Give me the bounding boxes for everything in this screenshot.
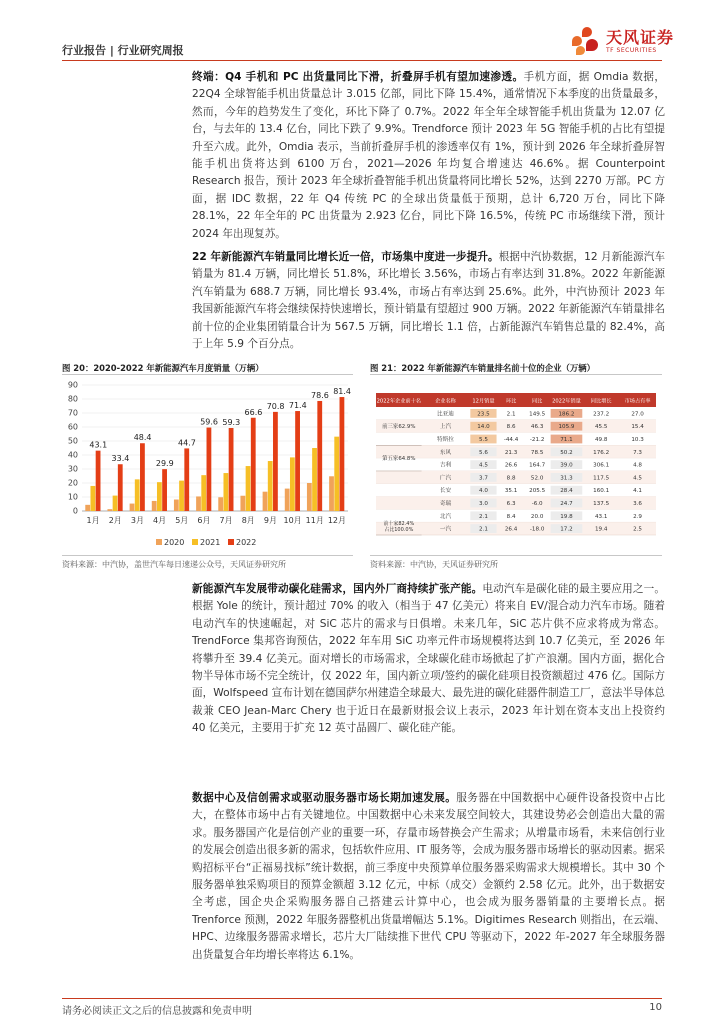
y-tick-label: 90 bbox=[67, 380, 78, 390]
table-cell: 160.1 bbox=[593, 488, 610, 495]
paragraph-lead: 终端：Q4 手机和 PC 出货量同比下滑，折叠屏手机有望加速渗透。 bbox=[192, 71, 524, 83]
bar-2021 bbox=[179, 481, 184, 511]
bar-2021 bbox=[201, 475, 206, 511]
legend-label: 2021 bbox=[200, 538, 221, 547]
bar-2022 bbox=[340, 397, 345, 511]
table-cell: 3.7 bbox=[478, 475, 488, 482]
paragraph-body: 电动汽车是碳化硅的最主要应用之一。根据 Yole 的统计，预计超过 70% 的收入（相当于 47 亿美元）将来自 EV/混合动力汽车市场。随着电动汽车的快速崛起，对 SiC 芯片的需求与日俱增。未来几年，SiC 芯片供不应求将成为常态。TrendForce 集邦咨询预估，2022 年车用 SiC 功率元件市场规模将达到 10.7 亿美元，至 2026 年将攀升至 39.4 亿美元。面对增长的市场需求，全球碳化硅市场掀起了扩产浪潮。国内方面，据化合物半导体市场不完全统计，仅 2022 年，国内新立项/签约的碳化硅项目投资额超过 476 亿。国际方面，Wolfspeed 宣布计划在德国萨尔州建造全球最大、最先进的碳化硅器件制造工厂，意法半导体总裁兼 CEO Jean-Marc Chery 也于近日在最新财报会议上表示，2023 年计划在资本支出上投资约 40 亿美元，主要用于扩充 12 英寸晶圆厂、碳化硅产能。 bbox=[192, 583, 666, 735]
bar-2020 bbox=[240, 496, 245, 511]
y-tick-label: 40 bbox=[67, 450, 78, 460]
table-cell: 23.5 bbox=[477, 411, 490, 418]
bar-2021 bbox=[246, 466, 251, 511]
chart-title: 图 20：2020-2022 年新能源汽车月度销量（万辆） bbox=[62, 363, 264, 373]
table-group-label: 第五家64.8% bbox=[382, 456, 416, 463]
table-cell: 15.4 bbox=[631, 424, 644, 431]
table-title: 图 21：2022 年新能源汽车销量排名前十位的企业（万辆） bbox=[370, 363, 596, 373]
table-cell: 164.7 bbox=[529, 462, 546, 469]
bar-2021 bbox=[90, 486, 95, 511]
table-header-cell: 2022年企业前十名 bbox=[376, 398, 421, 405]
table-cell: 105.9 bbox=[558, 424, 575, 431]
bar-2021 bbox=[157, 482, 162, 511]
logo-name: 天风证券 bbox=[606, 28, 675, 47]
paragraph-terminals bbox=[192, 69, 665, 243]
table-cell: 东风 bbox=[439, 449, 452, 456]
bar-2021 bbox=[113, 496, 118, 511]
table-cell: 17.2 bbox=[560, 526, 573, 533]
table-cell: 2.9 bbox=[633, 513, 643, 520]
bar-2020 bbox=[307, 483, 312, 511]
legend-swatch-2020 bbox=[156, 539, 162, 545]
table-cell: 186.2 bbox=[558, 411, 575, 418]
table-cell: 19.8 bbox=[560, 513, 573, 520]
table-cell: 306.1 bbox=[593, 462, 610, 469]
bar-2022 bbox=[184, 448, 189, 511]
legend-swatch-2021 bbox=[192, 539, 198, 545]
chart-source: 资料来源：中汽协，盖世汽车每日速递公众号，天风证券研究所 bbox=[62, 560, 286, 569]
bar-2021 bbox=[290, 457, 295, 511]
monthly-sales-chart bbox=[62, 374, 353, 556]
data-label: 71.4 bbox=[288, 401, 307, 411]
bar-2020 bbox=[107, 509, 112, 511]
bar-2020 bbox=[85, 505, 90, 511]
table-cell: 71.1 bbox=[560, 437, 573, 443]
x-tick-label: 2月 bbox=[108, 516, 122, 525]
x-tick-label: 4月 bbox=[153, 516, 167, 525]
bar-2020 bbox=[174, 500, 179, 511]
table-cell: 上汽 bbox=[439, 424, 452, 431]
top10-table-figure bbox=[370, 374, 662, 556]
x-tick-label: 8月 bbox=[241, 516, 255, 525]
footer-rule bbox=[62, 998, 662, 999]
table-svg bbox=[370, 375, 662, 555]
bar-2021 bbox=[135, 479, 140, 511]
table-cell: 广汽 bbox=[439, 475, 452, 482]
table-header-cell: 12月销量 bbox=[472, 398, 495, 405]
table-cell: -18.0 bbox=[529, 526, 545, 533]
legend-label: 2022 bbox=[236, 538, 257, 547]
paragraph-body: 根据中汽协数据，12 月新能源汽车销量为 81.4 万辆，同比增长 51.8%，环比增长 3.56%，市场占有率达到 31.8%。2022 年新能源汽车销量为 688.7 万辆，同比增长 93.4%，市场占有率达到 25.6%。此外，中汽协预计 2023 年我国新能源汽车将会继续保持快速增长，预计销量有望超过 900 万辆。2022 年新能源汽车销量排名前十位的企业集团销量合计为 567.5 万辆，同比增长 1.1 倍，占新能源汽车销售总量的 82.4%，高于上年 5.9 个百分点。 bbox=[192, 251, 665, 351]
bar-2022 bbox=[295, 411, 300, 511]
y-tick-label: 80 bbox=[67, 394, 78, 404]
table-cell: 149.5 bbox=[529, 411, 546, 418]
table-cell: 28.4 bbox=[560, 488, 573, 495]
table-cell: 78.5 bbox=[530, 449, 544, 456]
table-header-cell: 同比增长 bbox=[590, 398, 612, 405]
table-cell: 14.0 bbox=[477, 424, 490, 431]
bar-2022 bbox=[251, 418, 256, 511]
x-tick-label: 3月 bbox=[130, 516, 144, 525]
data-label: 59.3 bbox=[222, 417, 241, 427]
x-tick-label: 7月 bbox=[219, 516, 233, 525]
bar-2020 bbox=[218, 497, 223, 511]
table-cell: 27.0 bbox=[631, 411, 644, 418]
table-cell: 45.5 bbox=[594, 424, 608, 431]
table-row bbox=[376, 497, 656, 510]
table-source: 资料来源：中汽协，天风证券研究所 bbox=[370, 560, 498, 569]
bar-2022 bbox=[162, 469, 167, 511]
table-cell: 237.2 bbox=[593, 411, 610, 418]
report-header: 行业报告 | 行业研究周报 bbox=[62, 44, 184, 57]
data-label: 70.8 bbox=[266, 401, 285, 411]
table-cell: 比亚迪 bbox=[437, 411, 454, 418]
table-header-cell: 同比 bbox=[531, 398, 543, 405]
table-cell: 8.8 bbox=[506, 475, 516, 482]
table-cell: 2.1 bbox=[506, 411, 516, 418]
table-cell: 49.8 bbox=[594, 437, 608, 443]
table-cell: 3.6 bbox=[633, 501, 643, 507]
table-cell: 26.6 bbox=[504, 462, 518, 469]
page-number: 10 bbox=[649, 1002, 662, 1013]
table-cell: 5.5 bbox=[478, 437, 488, 443]
x-tick-label: 1月 bbox=[86, 516, 100, 525]
table-group-label: 占比100.0% bbox=[384, 527, 414, 533]
table-cell: 52.0 bbox=[530, 475, 544, 482]
table-cell: 35.1 bbox=[504, 488, 518, 495]
table-cell: 4.5 bbox=[633, 475, 643, 482]
paragraph-lead: 22 年新能源汽车销量同比增长近一倍，市场集中度进一步提升。 bbox=[192, 251, 499, 263]
bar-2020 bbox=[285, 489, 290, 511]
table-header-cell: 企业名称 bbox=[435, 398, 456, 405]
header-rule bbox=[62, 60, 662, 61]
data-label: 33.4 bbox=[111, 454, 130, 464]
bar-2022 bbox=[118, 464, 123, 511]
table-cell: 4.1 bbox=[633, 488, 643, 495]
bar-2021 bbox=[223, 473, 228, 511]
bar-2022 bbox=[273, 412, 278, 511]
data-label: 59.6 bbox=[200, 417, 219, 427]
y-tick-label: 70 bbox=[67, 408, 78, 418]
table-cell: 137.5 bbox=[593, 501, 610, 507]
y-tick-label: 10 bbox=[67, 492, 78, 502]
bar-2020 bbox=[329, 476, 334, 511]
table-cell: -44.4 bbox=[503, 437, 519, 443]
bar-2020 bbox=[196, 496, 201, 511]
table-cell: 8.4 bbox=[506, 513, 516, 520]
table-cell: 奇瑞 bbox=[439, 501, 452, 507]
paragraph-sic bbox=[192, 581, 665, 738]
table-cell: 43.1 bbox=[594, 513, 608, 520]
table-cell: -21.2 bbox=[529, 437, 545, 443]
paragraph-body: 服务器在中国数据中心硬件设备投资中占比大，在整体市场中占有关键地位。中国数据中心未来发展空间较大，其建设势必会创造出大量的需求。服务器国产化是信创产业的重要一环，存量市场替换会产生需求；从增量市场看，未来信创行业的发展会创造出很多新的需求，包括软件应用、IT 服务等，会成为服务器市场增长的驱动因素。据采购招标平台“正福易找标”统计数据，前三季度中央预算单位服务器采购需求大规模增长。其中 30 个服务器单独采购项目的预算金额超 3.12 亿元，中标（成交）金额约 2.58 亿元。此外，出于数据安全考虑，国企央企采购服务器自己搭建云计算中心，也会成为服务器销量的主要增长点。据 Trenforce 预测，2022 年服务器整机出货量增幅达 5.1%。Digitimes Research 则指出，在云端、HPC、边缘服务器需求增长，芯片大厂陆续推下世代 CPU 等驱动下，2022 年-2027 年全球服务器出货量复合年均增长率将达 6.1%。 bbox=[192, 792, 666, 961]
data-label: 66.6 bbox=[244, 407, 263, 417]
y-tick-label: 30 bbox=[67, 464, 78, 474]
bar-2020 bbox=[263, 492, 268, 511]
footer-disclaimer: 请务必阅读正文之后的信息披露和免责申明 bbox=[62, 1006, 252, 1017]
table-cell: 50.2 bbox=[560, 449, 573, 456]
table-cell: 特斯拉 bbox=[437, 437, 454, 443]
table-cell: 4.8 bbox=[633, 462, 643, 469]
x-tick-label: 6月 bbox=[197, 516, 211, 525]
x-tick-label: 10月 bbox=[283, 516, 302, 525]
bar-2021 bbox=[334, 437, 339, 511]
bar-2022 bbox=[229, 428, 234, 511]
table-row bbox=[376, 471, 656, 484]
bar-2020 bbox=[152, 501, 157, 511]
paragraph-lead: 数据中心及信创需求或驱动服务器市场长期加速发展。 bbox=[192, 792, 457, 804]
bar-2022 bbox=[96, 451, 101, 511]
table-row bbox=[376, 420, 656, 433]
table-cell: 20.0 bbox=[530, 513, 544, 520]
bar-2020 bbox=[130, 504, 135, 511]
table-cell: 北汽 bbox=[439, 513, 452, 520]
table-cell: 46.3 bbox=[530, 424, 544, 431]
table-cell: 176.2 bbox=[593, 449, 610, 456]
x-tick-label: 12月 bbox=[327, 516, 347, 525]
table-cell: 117.5 bbox=[593, 475, 610, 482]
table-cell: 31.3 bbox=[560, 475, 573, 482]
y-tick-label: 20 bbox=[67, 478, 78, 488]
legend-swatch-2022 bbox=[228, 539, 234, 545]
table-cell: 19.4 bbox=[594, 526, 608, 533]
table-cell: 4.0 bbox=[478, 488, 488, 495]
data-label: 78.6 bbox=[311, 390, 329, 400]
table-cell: 8.6 bbox=[506, 424, 516, 431]
table-cell: 长安 bbox=[439, 488, 452, 495]
paragraph-server bbox=[192, 790, 665, 964]
table-cell: 26.4 bbox=[504, 526, 518, 533]
data-label: 44.7 bbox=[178, 438, 196, 448]
bar-2022 bbox=[140, 443, 145, 511]
bar-2022 bbox=[317, 401, 322, 511]
paragraph-nev bbox=[192, 249, 665, 353]
legend-label: 2020 bbox=[164, 538, 185, 547]
table-cell: -6.0 bbox=[531, 501, 543, 507]
table-cell: 10.3 bbox=[631, 437, 644, 443]
bar-2021 bbox=[312, 448, 317, 511]
table-cell: 21.3 bbox=[504, 449, 518, 456]
bar-2022 bbox=[207, 428, 212, 511]
bar-2021 bbox=[268, 461, 273, 511]
y-tick-label: 60 bbox=[67, 422, 78, 432]
data-label: 29.9 bbox=[155, 459, 174, 469]
table-cell: 7.3 bbox=[633, 449, 643, 456]
y-tick-label: 0 bbox=[72, 506, 78, 516]
paragraph-body: 手机方面，据 Omdia 数据，22Q4 全球智能手机出货量总计 3.015 亿部，同比下降 15.4%，通常情况下本季度的出货量最多，然而，今年的趋势发生了变化，环比下降了 0.7%。2022 年全年全球智能手机出货量为 12.07 亿台，与去年的 13.4 亿台，同比下跌了 9.9%。Trendforce 预计 2023 年 5G 智能手机的占比有望提升至六成。此外，Omdia 表示，当前折叠屏手机的渗透率仅有 1%，预计到 2026 年全球折叠屏智能手机出货将达到 6100 万台，2021—2026 年均复合增速达 46.6%。据 Counterpoint Research 报告，预计 2023 年全球折叠智能手机出货量将同比增长 52%，达到 2270 万部。PC 方面，据 IDC 数据，22 年 Q4 传统 PC 的全球出货量低于预期，总计 6,720 万台，同比下降 28.1%，22 年全年的 PC 出货量为 2.923 亿台，同比下降 16.5%，传统 PC 市场继续下滑，预计 2024 年出现复苏。 bbox=[192, 71, 665, 240]
logo-mark-icon bbox=[568, 27, 602, 57]
company-logo bbox=[568, 27, 674, 57]
table-cell: 39.0 bbox=[560, 462, 573, 469]
table-cell: 205.5 bbox=[529, 488, 546, 495]
table-cell: 5.6 bbox=[478, 449, 488, 456]
table-cell: 2.1 bbox=[478, 526, 488, 533]
table-cell: 吉利 bbox=[439, 462, 452, 469]
table-cell: 3.0 bbox=[478, 501, 488, 507]
data-label: 43.1 bbox=[89, 440, 108, 450]
table-cell: 6.3 bbox=[506, 501, 516, 507]
table-group-label: 前十家82.4% bbox=[383, 521, 415, 527]
chart-svg bbox=[62, 375, 353, 555]
table-cell: 4.5 bbox=[478, 462, 488, 469]
table-cell: 24.7 bbox=[560, 501, 573, 507]
table-cell: 2.5 bbox=[633, 526, 643, 533]
data-label: 48.4 bbox=[133, 433, 152, 443]
x-tick-label: 11月 bbox=[305, 516, 324, 525]
table-group-label: 前三家62.9% bbox=[382, 424, 416, 431]
y-tick-label: 50 bbox=[67, 436, 78, 446]
table-row bbox=[376, 509, 656, 522]
table-header-cell: 市场占有率 bbox=[624, 398, 651, 405]
x-tick-label: 9月 bbox=[263, 516, 277, 525]
table-cell: 2.1 bbox=[478, 513, 488, 520]
table-row bbox=[376, 407, 656, 420]
table-header-cell: 2022年销量 bbox=[552, 398, 581, 405]
x-tick-label: 5月 bbox=[175, 516, 189, 525]
table-cell: 一汽 bbox=[439, 526, 452, 533]
data-label: 81.4 bbox=[333, 387, 352, 397]
logo-english: TF SECURITIES bbox=[606, 47, 657, 54]
paragraph-lead: 新能源汽车发展带动碳化硅需求，国内外厂商持续扩张产能。 bbox=[192, 583, 483, 595]
table-header-cell: 环比 bbox=[505, 398, 517, 405]
